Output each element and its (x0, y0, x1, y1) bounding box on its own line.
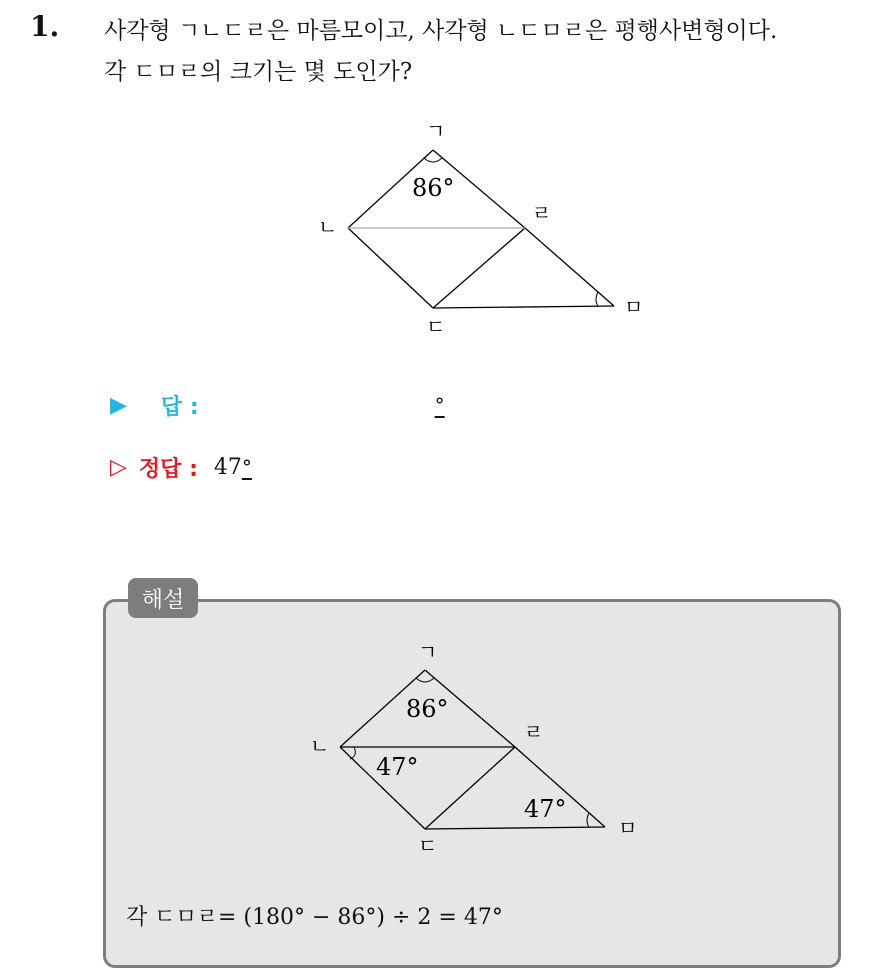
answer-unit: ° (434, 393, 445, 417)
exp-angle-label-top: 86° (406, 695, 449, 723)
explanation-formula: 각 ㄷㅁㄹ= (180° − 86°) ÷ 2 = 47° (126, 905, 503, 930)
correct-unit: ° (241, 455, 252, 479)
answer-row (110, 388, 445, 422)
label-d: ㄷ (426, 315, 446, 339)
answer-label: 답 : (160, 394, 199, 420)
exp-label-n: ㄴ (310, 734, 330, 758)
exp-label-r: ㄹ (524, 720, 544, 744)
edge-r-m (525, 228, 614, 306)
label-r: ㄹ (532, 201, 552, 225)
edge-d-m (433, 306, 614, 308)
correct-value: 47 (213, 454, 242, 480)
problem-figure (300, 110, 670, 340)
label-g: ㄱ (426, 119, 446, 143)
question-text-line2: 각 ㄷㅁㄹ의 크기는 몇 도인가? (104, 59, 413, 85)
angle-arc-top (424, 158, 442, 162)
exp-edge-d-r (425, 747, 515, 829)
edge-d-r (433, 228, 525, 308)
label-m: ㅁ (624, 295, 644, 319)
angle-label-top: 86° (412, 174, 455, 202)
exp-angle-arc-m (587, 813, 589, 827)
exp-angle-label-right: 47° (524, 795, 567, 823)
edge-n-d (348, 228, 433, 308)
correct-arrow-icon: ▷ (110, 454, 127, 480)
exp-label-m: ㅁ (618, 816, 638, 840)
exp-angle-arc-top (416, 678, 434, 682)
answer-arrow-icon: ▶ (110, 392, 127, 418)
exp-angle-label-left: 47° (376, 753, 419, 781)
correct-label: 정답 : (138, 456, 198, 482)
exp-label-d: ㄷ (418, 834, 438, 858)
label-n: ㄴ (318, 215, 338, 239)
explanation-figure (300, 635, 670, 865)
question-number: 1. (30, 10, 60, 43)
correct-answer-row (110, 450, 252, 484)
explanation-badge: 해설 (128, 578, 198, 618)
question-text-line1: 사각형 ㄱㄴㄷㄹ은 마름모이고, 사각형 ㄴㄷㅁㄹ은 평행사변형이다. (104, 18, 778, 44)
angle-arc-m (596, 292, 598, 306)
exp-edge-d-m (425, 827, 605, 829)
exp-label-g: ㄱ (418, 640, 438, 664)
